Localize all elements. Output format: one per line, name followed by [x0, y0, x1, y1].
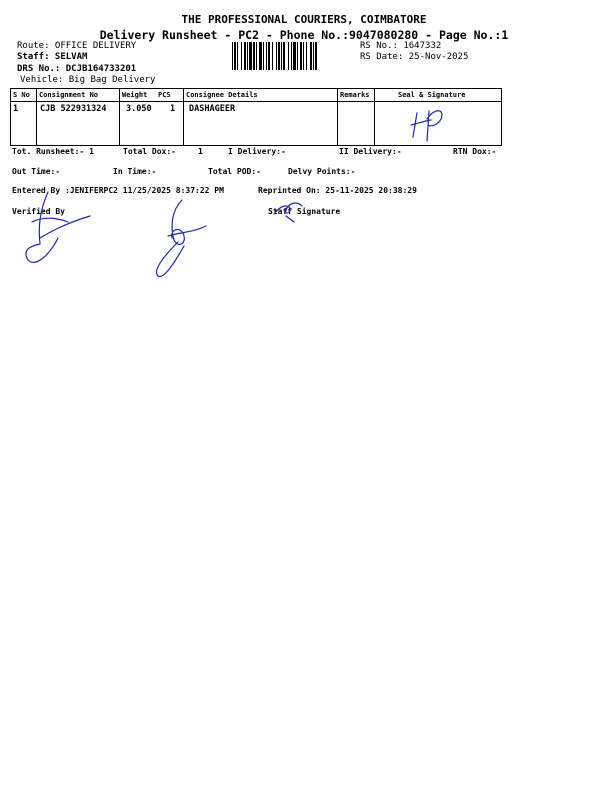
staff-signature-label: Staff Signature [268, 207, 341, 216]
row-consignment: CJB 522931324 [40, 104, 107, 114]
rtn-dox: RTN Dox:- [453, 147, 497, 156]
company-title: THE PROFESSIONAL COURIERS, COIMBATORE [181, 13, 427, 26]
table-header-divider [11, 101, 501, 102]
header-seal-signature: Seal & Signature [398, 91, 466, 99]
row-sno: 1 [13, 104, 19, 114]
total-dox-label: Total Dox:- [123, 147, 176, 156]
header-consignee: Consignee Details [186, 91, 258, 99]
drs-number: DRS No.: DCJB164733201 [17, 64, 137, 74]
delvy-points: Delvy Points:- [288, 167, 356, 176]
tot-runsheet: Tot. Runsheet:- 1 [12, 147, 94, 156]
row-weight: 3.050 [126, 104, 152, 114]
reprinted-on: Reprinted On: 25-11-2025 20:38:29 [258, 186, 417, 195]
column-divider [337, 89, 338, 145]
entered-by: Entered By :JENIFERPC2 11/25/2025 8:37:22 PM [12, 186, 224, 195]
ii-delivery: II Delivery:- [339, 147, 402, 156]
row-consignee: DASHAGEER [189, 104, 236, 114]
total-pod: Total POD:- [208, 167, 261, 176]
column-divider [374, 89, 375, 145]
verified-by-label: Verified By [12, 207, 65, 216]
rs-number: RS No.: 1647332 [360, 41, 442, 51]
entry-signature [148, 196, 218, 282]
header-pcs: PCS [158, 91, 171, 99]
verified-by-signature [10, 188, 100, 268]
vehicle-label: Vehicle: Big Bag Delivery [20, 75, 156, 85]
total-dox-value: 1 [198, 147, 203, 156]
header-sno: S No [13, 91, 30, 99]
receiver-signature [405, 103, 460, 145]
row-pcs: 1 [170, 104, 176, 114]
i-delivery: I Delivery:- [228, 147, 286, 156]
runsheet-subtitle: Delivery Runsheet - PC2 - Phone No.:9047080280 - Page No.:1 [99, 28, 509, 42]
staff-label: Staff: SELVAM [17, 52, 88, 62]
column-divider [183, 89, 184, 145]
header-weight: Weight [122, 91, 148, 99]
column-divider [119, 89, 120, 145]
route-label: Route: OFFICE DELIVERY [17, 41, 137, 51]
header-consignment: Consignment No [39, 91, 99, 99]
staff-signature [266, 196, 316, 224]
out-time: Out Time:- [12, 167, 61, 176]
in-time: In Time:- [113, 167, 157, 176]
barcode-image [232, 42, 354, 70]
rs-date: RS Date: 25-Nov-2025 [360, 52, 469, 62]
column-divider [36, 89, 37, 145]
header-remarks: Remarks [340, 91, 370, 99]
